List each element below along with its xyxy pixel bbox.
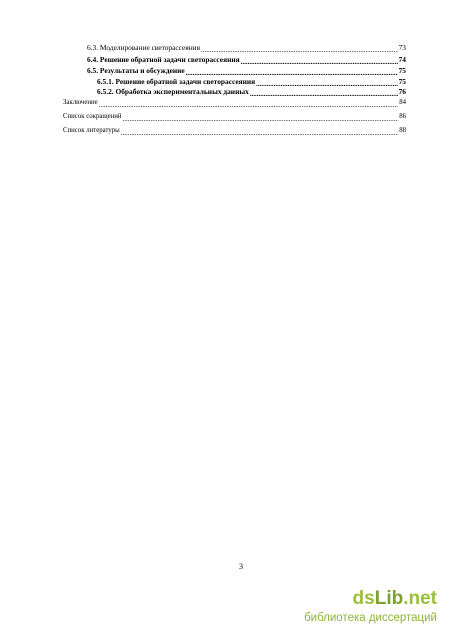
toc-entry-page: 75 (398, 77, 406, 86)
watermark (280, 588, 445, 632)
page-number: 3 (239, 562, 243, 571)
watermark-subtitle: библиотека диссертаций (304, 612, 437, 624)
toc-entry-label: Список сокращений (63, 113, 122, 120)
toc-entry[interactable] (63, 98, 406, 108)
toc-entry-label: 6.5. Результаты и обсуждение (87, 66, 185, 75)
toc-entry-label: 6.5.1. Решение обратной задачи светорассеяния (97, 77, 256, 86)
toc-entry-page: 84 (399, 99, 406, 106)
watermark-logo: dsLib.net (352, 588, 437, 609)
toc-entry-label: Заключение (63, 99, 98, 106)
toc-leader-dots (250, 89, 398, 97)
toc-entry-page: 76 (398, 87, 406, 96)
toc-leader-dots (186, 68, 398, 76)
toc-leader-dots (123, 114, 399, 122)
toc-leader-dots (121, 128, 398, 136)
toc-entry[interactable] (87, 66, 406, 76)
toc-entry-label: Список литературы (63, 127, 120, 134)
toc-entry[interactable] (63, 112, 406, 122)
toc-entry[interactable] (87, 55, 406, 65)
toc-entry-page: 86 (399, 113, 406, 120)
toc-entry-label: 6.3. Моделирование светорассеяния (87, 43, 201, 52)
toc-entry-page: 88 (399, 127, 406, 134)
toc-entry-page: 75 (398, 66, 406, 75)
toc-entry-label: 6.5.2. Обработка экспериментальных данных (97, 87, 249, 96)
toc-leader-dots (241, 57, 398, 65)
toc-entry[interactable] (63, 126, 406, 136)
toc-entry[interactable] (87, 43, 406, 53)
toc-leader-dots (256, 79, 397, 87)
toc-entry-page: 73 (398, 43, 406, 52)
toc-entry-page: 74 (398, 55, 406, 64)
toc-entry[interactable] (97, 87, 406, 97)
toc-leader-dots (201, 45, 398, 53)
toc-entry-label: 6.4. Решение обратной задачи светорассеяния (87, 55, 240, 64)
toc-entry[interactable] (97, 77, 406, 87)
toc-leader-dots (99, 100, 399, 108)
